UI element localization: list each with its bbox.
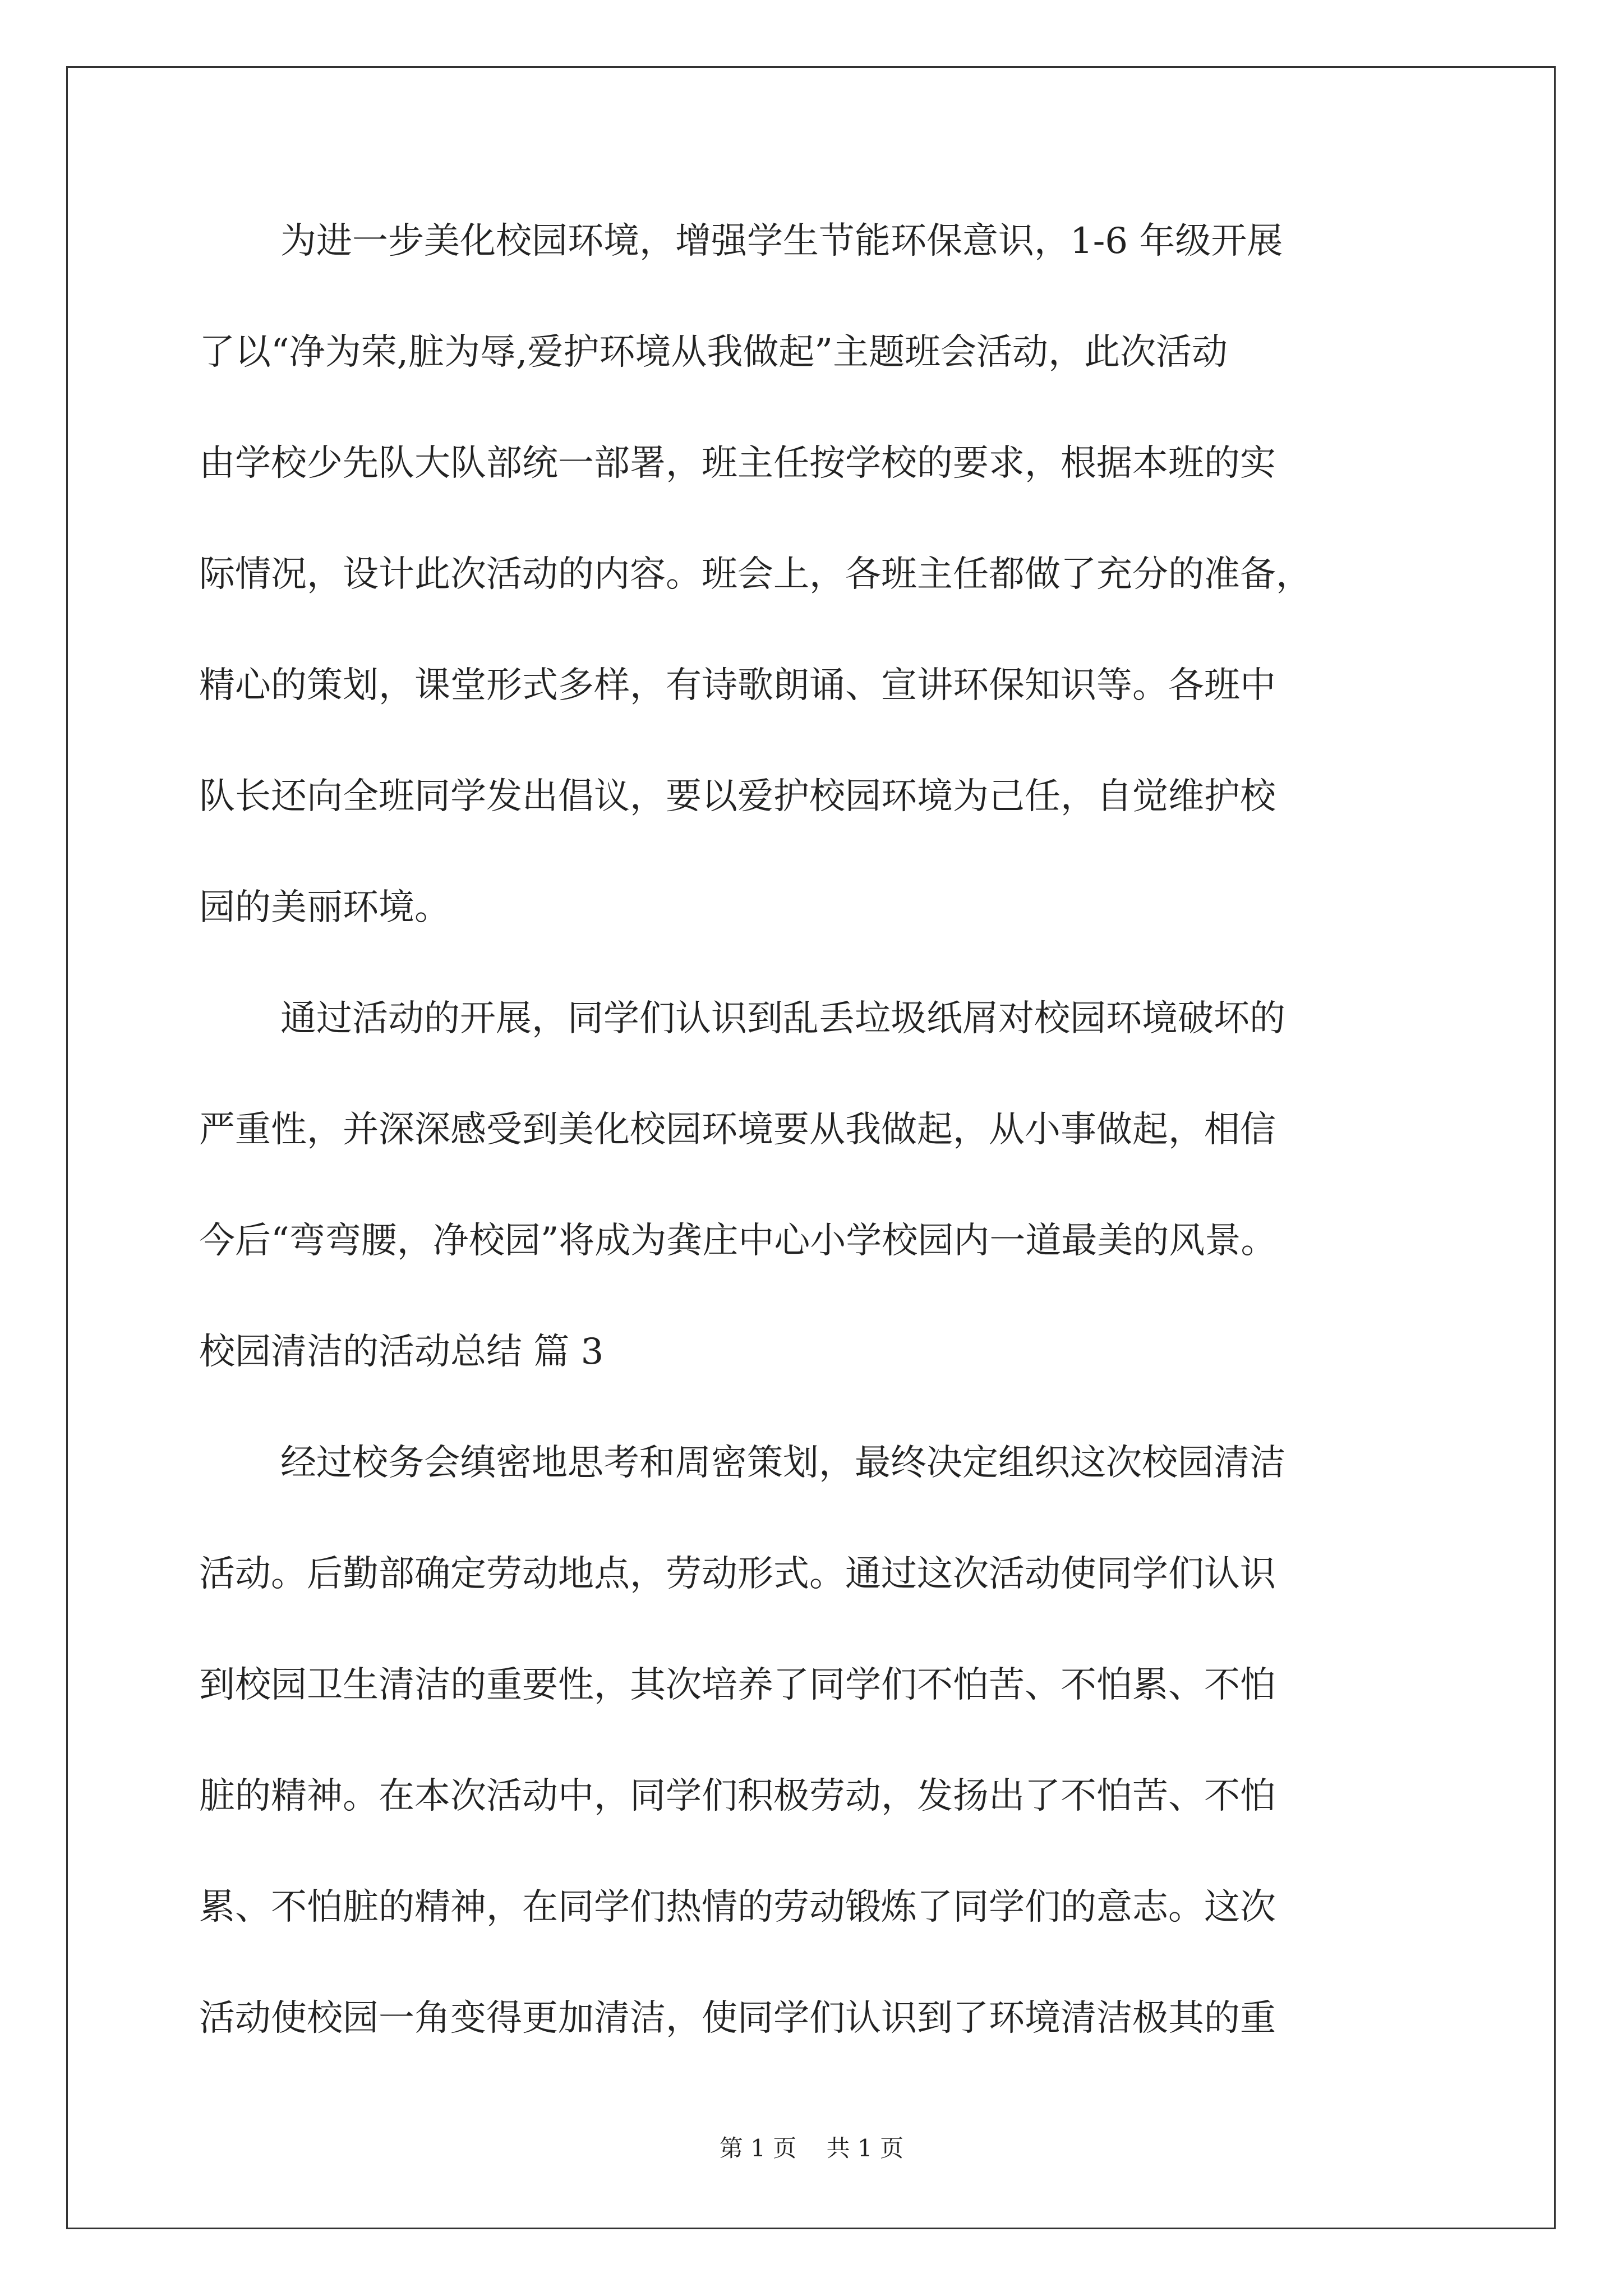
document-body [199,216,1430,2104]
text-line: 队长还向全班同学发出倡议，要以爱护校园环境为己任，自觉维护校 [199,776,1276,817]
text-line: 由学校少先队大队部统一部署，班主任按学校的要求，根据本班的实 [199,443,1276,484]
text-line: 为进一步美化校园环境，增强学生节能环保意识，1-6 年级开展 [280,220,1283,262]
page-number: 第 1 页 [719,2134,797,2162]
text-line: 经过校务会缜密地思考和周密策划，最终决定组织这次校园清洁 [280,1442,1285,1484]
text-line: 精心的策划，课堂形式多样，有诗歌朗诵、宣讲环保知识等。各班中 [199,665,1276,706]
page-footer [0,2134,1623,2162]
text-line: 活动。后勤部确定劳动地点，劳动形式。通过这次活动使同学们认识 [199,1553,1276,1595]
text-line: 园的美丽环境。 [199,887,450,928]
text-line: 了以“净为荣,脏为辱,爱护环境从我做起”主题班会活动，此次活动 [199,332,1228,373]
text-line: 严重性，并深深感受到美化校园环境要从我做起，从小事做起，相信 [199,1109,1276,1151]
text-line: 到校园卫生清洁的重要性，其次培养了同学们不怕苦、不怕累、不怕 [199,1664,1276,1706]
page-total: 共 1 页 [826,2134,904,2162]
text-line: 脏的精神。在本次活动中，同学们积极劳动，发扬出了不怕苦、不怕 [199,1775,1276,1817]
text-line: 累、不怕脏的精神，在同学们热情的劳动锻炼了同学们的意志。这次 [199,1887,1276,1928]
text-line: 通过活动的开展，同学们认识到乱丢垃圾纸屑对校园环境破坏的 [280,998,1285,1039]
text-line: 今后“弯弯腰，净校园”将成为龚庄中心小学校园内一道最美的风景。 [199,1220,1277,1262]
text-line: 际情况，设计此次活动的内容。班会上，各班主任都做了充分的准备， [199,554,1312,595]
section-heading: 校园清洁的活动总结 篇 3 [199,1331,604,1373]
text-line: 活动使校园一角变得更加清洁，使同学们认识到了环境清洁极其的重 [199,1998,1276,2039]
